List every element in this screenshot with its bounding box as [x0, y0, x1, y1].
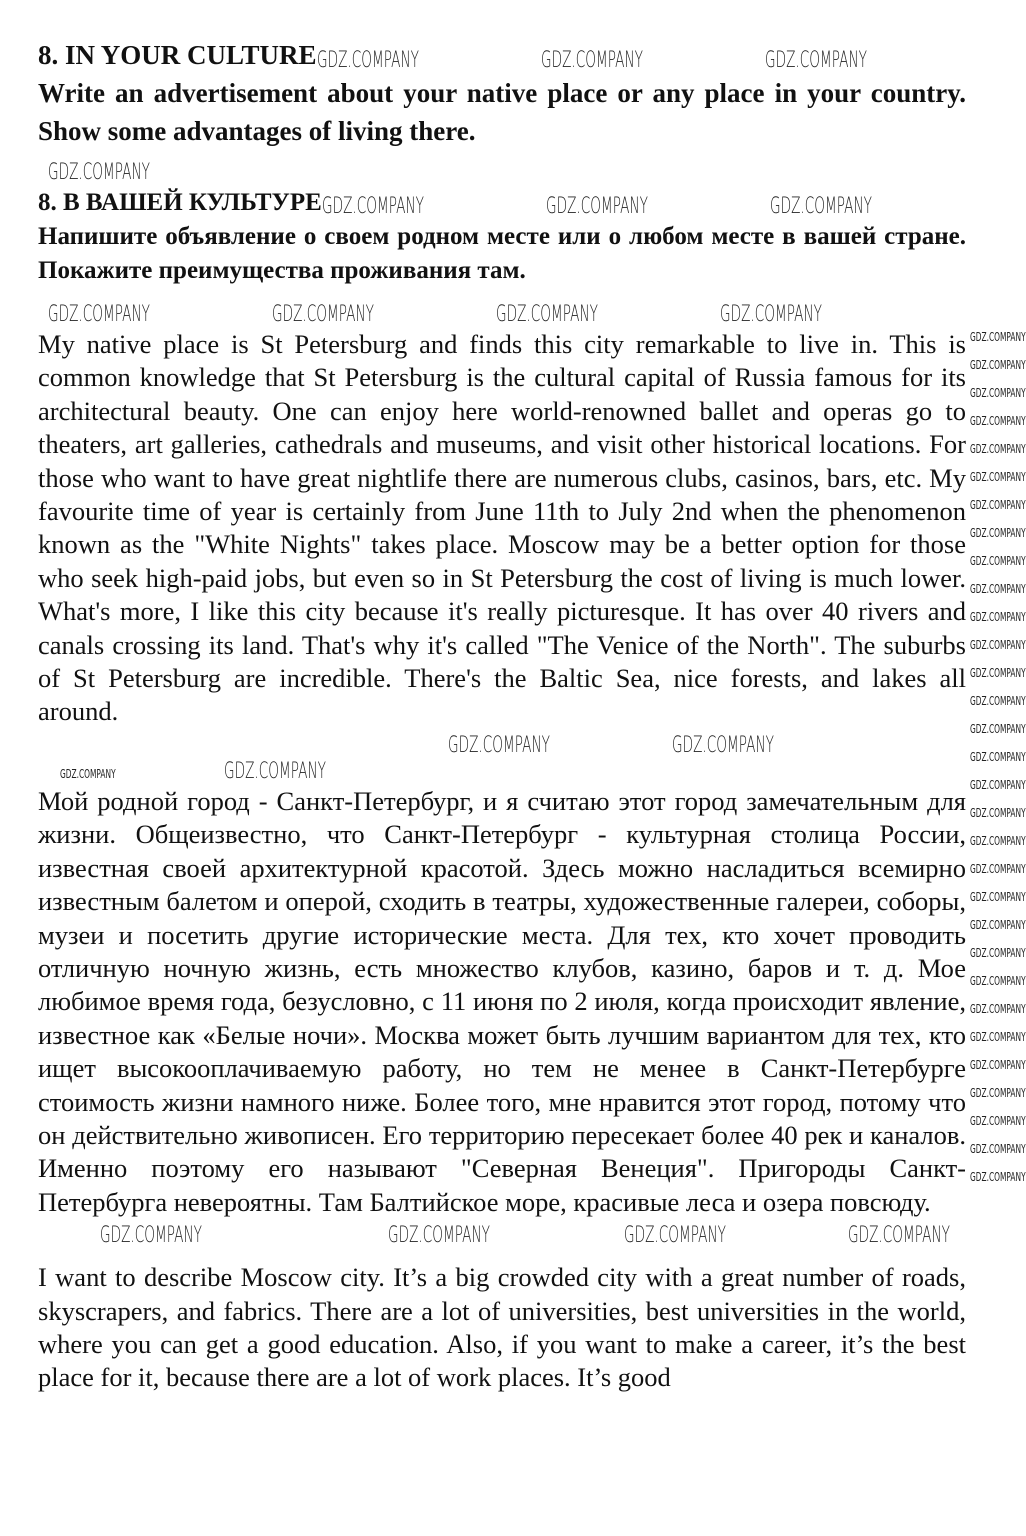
document-page: [38, 0, 966, 1395]
watermark: GDZ.COMPANY: [100, 1223, 203, 1249]
watermark: GDZ.COMPANY: [970, 414, 1026, 428]
watermark: GDZ.COMPANY: [970, 1142, 1026, 1156]
watermark: GDZ.COMPANY: [970, 386, 1026, 400]
watermark: GDZ.COMPANY: [970, 442, 1026, 456]
watermark-row: [38, 160, 966, 186]
watermark: GDZ.COMPANY: [48, 160, 151, 185]
watermark: GDZ.COMPANY: [272, 302, 375, 327]
task-title-ru: 8. В ВАШЕЙ КУЛЬТУРЕ: [38, 189, 322, 216]
watermark: GDZ.COMPANY: [970, 1002, 1026, 1016]
watermark: GDZ.COMPANY: [970, 498, 1026, 512]
watermark: GDZ.COMPANY: [970, 806, 1026, 820]
watermark: GDZ.COMPANY: [970, 526, 1026, 540]
watermark: GDZ.COMPANY: [970, 1058, 1026, 1072]
watermark: GDZ.COMPANY: [388, 1223, 491, 1249]
watermark: GDZ.COMPANY: [970, 974, 1026, 988]
watermark-row: [38, 1223, 966, 1249]
watermark: GDZ.COMPANY: [848, 1223, 951, 1249]
watermark: GDZ.COMPANY: [970, 946, 1026, 960]
task-header-en: [38, 36, 966, 74]
answer-paragraph-en: My native place is St Petersburg and finds this city remarkable to live in. This is common knowledge that St Petersburg is the cultural capital of Russia famous for its architectural beauty. One can enjoy here world-renowned ballet and operas go to theaters, art galleries, cathedrals and museums, and visit other historical locations. For those who want to have great nightlife there are numerous clubs, casinos, bars, etc. My favourite time of year is certainly from June 11th to July 2nd when the phenomenon known as the "White Nights" takes place. Moscow may be a better option for those who seek high-paid jobs, but even so in St Petersburg the cost of living is much lower. What's more, I like this city because it's really picturesque. It has over 40 rivers and canals crossing its land. That's why it's called "The Venice of the North". The suburbs of St Petersburg are incredible. There's the Baltic Sea, nice forests, and lakes all around.: [38, 329, 966, 727]
watermark: GDZ.COMPANY: [970, 554, 1026, 568]
watermark: GDZ.COMPANY: [540, 48, 643, 73]
answer-paragraph-ru: Мой родной город - Санкт-Петербург, и я считаю этот город замечательным для жизни. Общеизвестно, что Санкт-Петербург - культурная столица России, известная своей архитектурной красотой. Здесь можно насладиться всемирно известным балетом и оперой, сходить в театры, художественные галереи, соборы, музеи и посетить другие исторические места. Для тех, кто хочет проводить отличную ночную жизнь, есть множество клубов, казино, баров и т. д. Мое любимое время года, безусловно, с 11 июня по 2 июля, когда происходит явление, известное как «Белые ночи». Москва может быть лучшим вариантом для тех, кто ищет высокооплачиваемую работу, но тем не менее в Санкт-Петербурге стоимость жизни намного ниже. Более того, мне нравится этот город, потому что он действительно живописен. Его территорию пересекает более 40 рек и каналов. Именно поэтому его называют "Северная Венеция". Пригороды Санкт-Петербурга невероятны. Там Балтийское море, красивые леса и озера повсюду.: [38, 785, 966, 1217]
watermark: GDZ.COMPANY: [970, 582, 1026, 596]
watermark: GDZ.COMPANY: [970, 666, 1026, 680]
watermark: GDZ.COMPANY: [672, 732, 775, 758]
watermark: GDZ.COMPANY: [970, 1114, 1026, 1128]
watermark: GDZ.COMPANY: [970, 918, 1026, 932]
watermark: GDZ.COMPANY: [970, 358, 1026, 372]
watermark-row: [38, 302, 966, 328]
watermark: GDZ.COMPANY: [970, 694, 1026, 708]
watermark-row: [38, 733, 966, 759]
watermark: GDZ.COMPANY: [970, 722, 1026, 736]
watermark: GDZ.COMPANY: [48, 302, 151, 327]
watermark: GDZ.COMPANY: [970, 890, 1026, 904]
watermark-row: [38, 759, 966, 785]
moscow-paragraph-en: I want to describe Moscow city. It’s a big crowded city with a great number of roads, skyscrapers, and fabrics. There are a lot of universities, best universities in the world, where you can get a good education. Also, if you want to make a career, it’s the best place for it, because there are a lot of work places. It’s good: [38, 1262, 966, 1393]
task-instruction-en: Write an advertisement about your native place or any place in your country. Show some advantages of living there.: [38, 78, 966, 146]
watermark: GDZ.COMPANY: [624, 1223, 727, 1249]
watermark: GDZ.COMPANY: [970, 1086, 1026, 1100]
watermark: GDZ.COMPANY: [545, 194, 648, 219]
watermark: GDZ.COMPANY: [224, 758, 327, 784]
task-header-ru: [38, 186, 966, 220]
watermark: GDZ.COMPANY: [321, 194, 424, 219]
watermark: GDZ.COMPANY: [970, 834, 1026, 848]
watermark: GDZ.COMPANY: [970, 1030, 1026, 1044]
watermark: GDZ.COMPANY: [970, 1170, 1026, 1184]
watermark-margin-column: [970, 330, 1026, 1184]
watermark: GDZ.COMPANY: [60, 766, 116, 781]
watermark: GDZ.COMPANY: [448, 732, 551, 758]
watermark: GDZ.COMPANY: [970, 330, 1026, 344]
watermark: GDZ.COMPANY: [970, 862, 1026, 876]
task-title-en: 8. IN YOUR CULTURE: [38, 40, 317, 70]
watermark: GDZ.COMPANY: [496, 302, 599, 327]
watermark: GDZ.COMPANY: [970, 610, 1026, 624]
task-instruction-ru: Напишите объявление о своем родном месте или о любом месте в вашей стране. Покажите преимущества проживания там.: [38, 223, 966, 284]
watermark: GDZ.COMPANY: [769, 194, 872, 219]
watermark: GDZ.COMPANY: [970, 778, 1026, 792]
watermark: GDZ.COMPANY: [764, 48, 867, 73]
watermark: GDZ.COMPANY: [316, 48, 419, 73]
watermark: GDZ.COMPANY: [970, 750, 1026, 764]
watermark: GDZ.COMPANY: [970, 638, 1026, 652]
watermark: GDZ.COMPANY: [970, 470, 1026, 484]
watermark: GDZ.COMPANY: [720, 302, 823, 327]
